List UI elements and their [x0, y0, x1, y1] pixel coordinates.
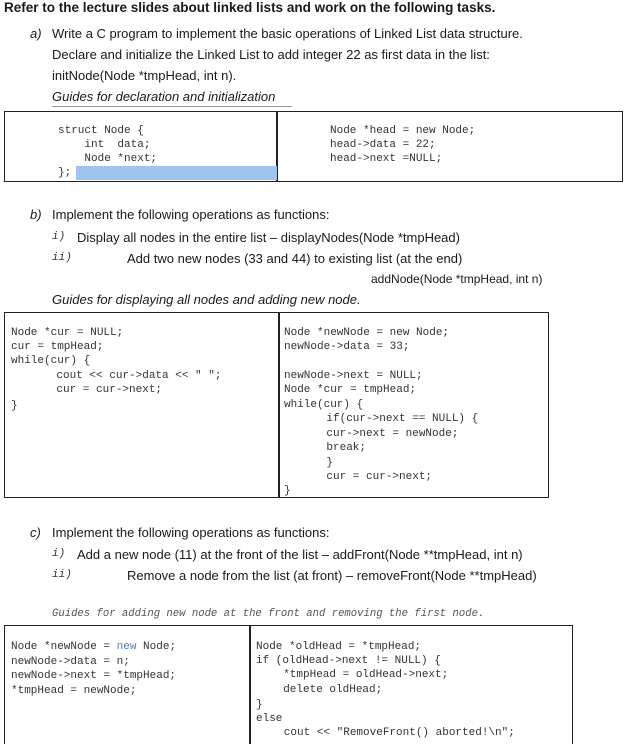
code-line: Node *cur = NULL;: [11, 327, 124, 339]
code-line: }: [11, 400, 18, 412]
code-line: }: [300, 457, 334, 469]
code-line: Node *oldHead = *tmpHead;: [256, 641, 422, 653]
code-line: if (oldHead->next != NULL) {: [256, 655, 441, 667]
code-line: struct Node {: [58, 125, 144, 137]
page-title: Refer to the lecture slides about linked lists and work on the following tasks.: [4, 0, 496, 15]
part-b-intro: Implement the following operations as functions:: [52, 207, 330, 222]
code-line: Node *cur = tmpHead;: [284, 384, 417, 396]
code-box-display: [4, 312, 549, 498]
code-line: newNode->data = n;: [11, 656, 130, 668]
code-box-divider: [249, 625, 251, 744]
code-line: cout << "RemoveFront() aborted!\n";: [264, 727, 515, 739]
code-line: else: [256, 713, 283, 725]
code-box-divider: [278, 312, 280, 498]
code-line: cur = cur->next;: [300, 471, 433, 483]
code-line: [11, 641, 176, 653]
code-line: Node *next;: [58, 153, 158, 165]
code-line: while(cur) {: [284, 399, 364, 411]
code-line: delete oldHead;: [270, 684, 383, 696]
guide-underline: [52, 106, 292, 107]
part-a-line2: Declare and initialize the Linked List to add integer 22 as first data in the list:: [52, 47, 490, 62]
part-c-item1-num: i): [52, 548, 66, 560]
code-line: cur = cur->next;: [30, 384, 163, 396]
code-line: newNode->data = 33;: [284, 341, 410, 353]
code-line: int data;: [58, 139, 151, 151]
code-line: newNode->next = *tmpHead;: [11, 670, 177, 682]
part-b-item1-num: i): [52, 231, 66, 243]
code-token: Node;: [136, 641, 177, 653]
code-line: cur->next = newNode;: [300, 428, 459, 440]
code-line: Node *newNode = new Node;: [284, 327, 450, 339]
code-line: head->next =NULL;: [330, 153, 443, 165]
code-line: *tmpHead = newNode;: [11, 685, 137, 697]
part-c-guide: Guides for adding new node at the front and removing the first node.: [52, 608, 485, 620]
part-b-item1-text: Display all nodes in the entire list – displayNodes(Node *tmpHead): [77, 230, 460, 245]
part-b-item2-sig: addNode(Node *tmpHead, int n): [371, 272, 543, 286]
part-a-line1: Write a C program to implement the basic operations of Linked List data structure.: [52, 26, 523, 41]
part-b-item2-text: Add two new nodes (33 and 44) to existing list (at the end): [127, 251, 463, 266]
part-c-item1-text: Add a new node (11) at the front of the list – addFront(Node **tmpHead, int n): [77, 547, 523, 562]
code-line: cout << cur->data << " ";: [30, 370, 222, 382]
code-keyword: new: [116, 641, 137, 653]
code-line: *tmpHead = oldHead->next;: [270, 669, 449, 681]
part-c-item2-num: ii): [52, 569, 72, 581]
code-line: while(cur) {: [11, 355, 91, 367]
part-a-guide: Guides for declaration and initialization: [52, 89, 276, 104]
code-line: newNode->next = NULL;: [284, 370, 423, 382]
part-c-intro: Implement the following operations as functions:: [52, 525, 330, 540]
code-line: if(cur->next == NULL) {: [300, 413, 479, 425]
part-b-item2-num: ii): [52, 252, 72, 264]
part-a-label: a): [30, 26, 42, 41]
part-a-line3: initNode(Node *tmpHead, int n).: [52, 68, 237, 83]
code-line: break;: [300, 442, 367, 454]
part-c-item2-text: Remove a node from the list (at front) – removeFront(Node **tmpHead): [127, 568, 537, 583]
code-line: }: [284, 485, 291, 497]
code-line: }: [256, 699, 263, 711]
code-line: Node *head = new Node;: [330, 125, 476, 137]
part-b-guide: Guides for displaying all nodes and adding new node.: [52, 292, 361, 307]
highlight-bar: [76, 166, 277, 180]
part-c-label: c): [30, 525, 41, 540]
code-line: cur = tmpHead;: [11, 341, 104, 353]
code-line: head->data = 22;: [330, 139, 436, 151]
code-line: };: [58, 167, 72, 179]
part-b-label: b): [30, 207, 42, 222]
code-token: Node *newNode =: [11, 641, 117, 653]
